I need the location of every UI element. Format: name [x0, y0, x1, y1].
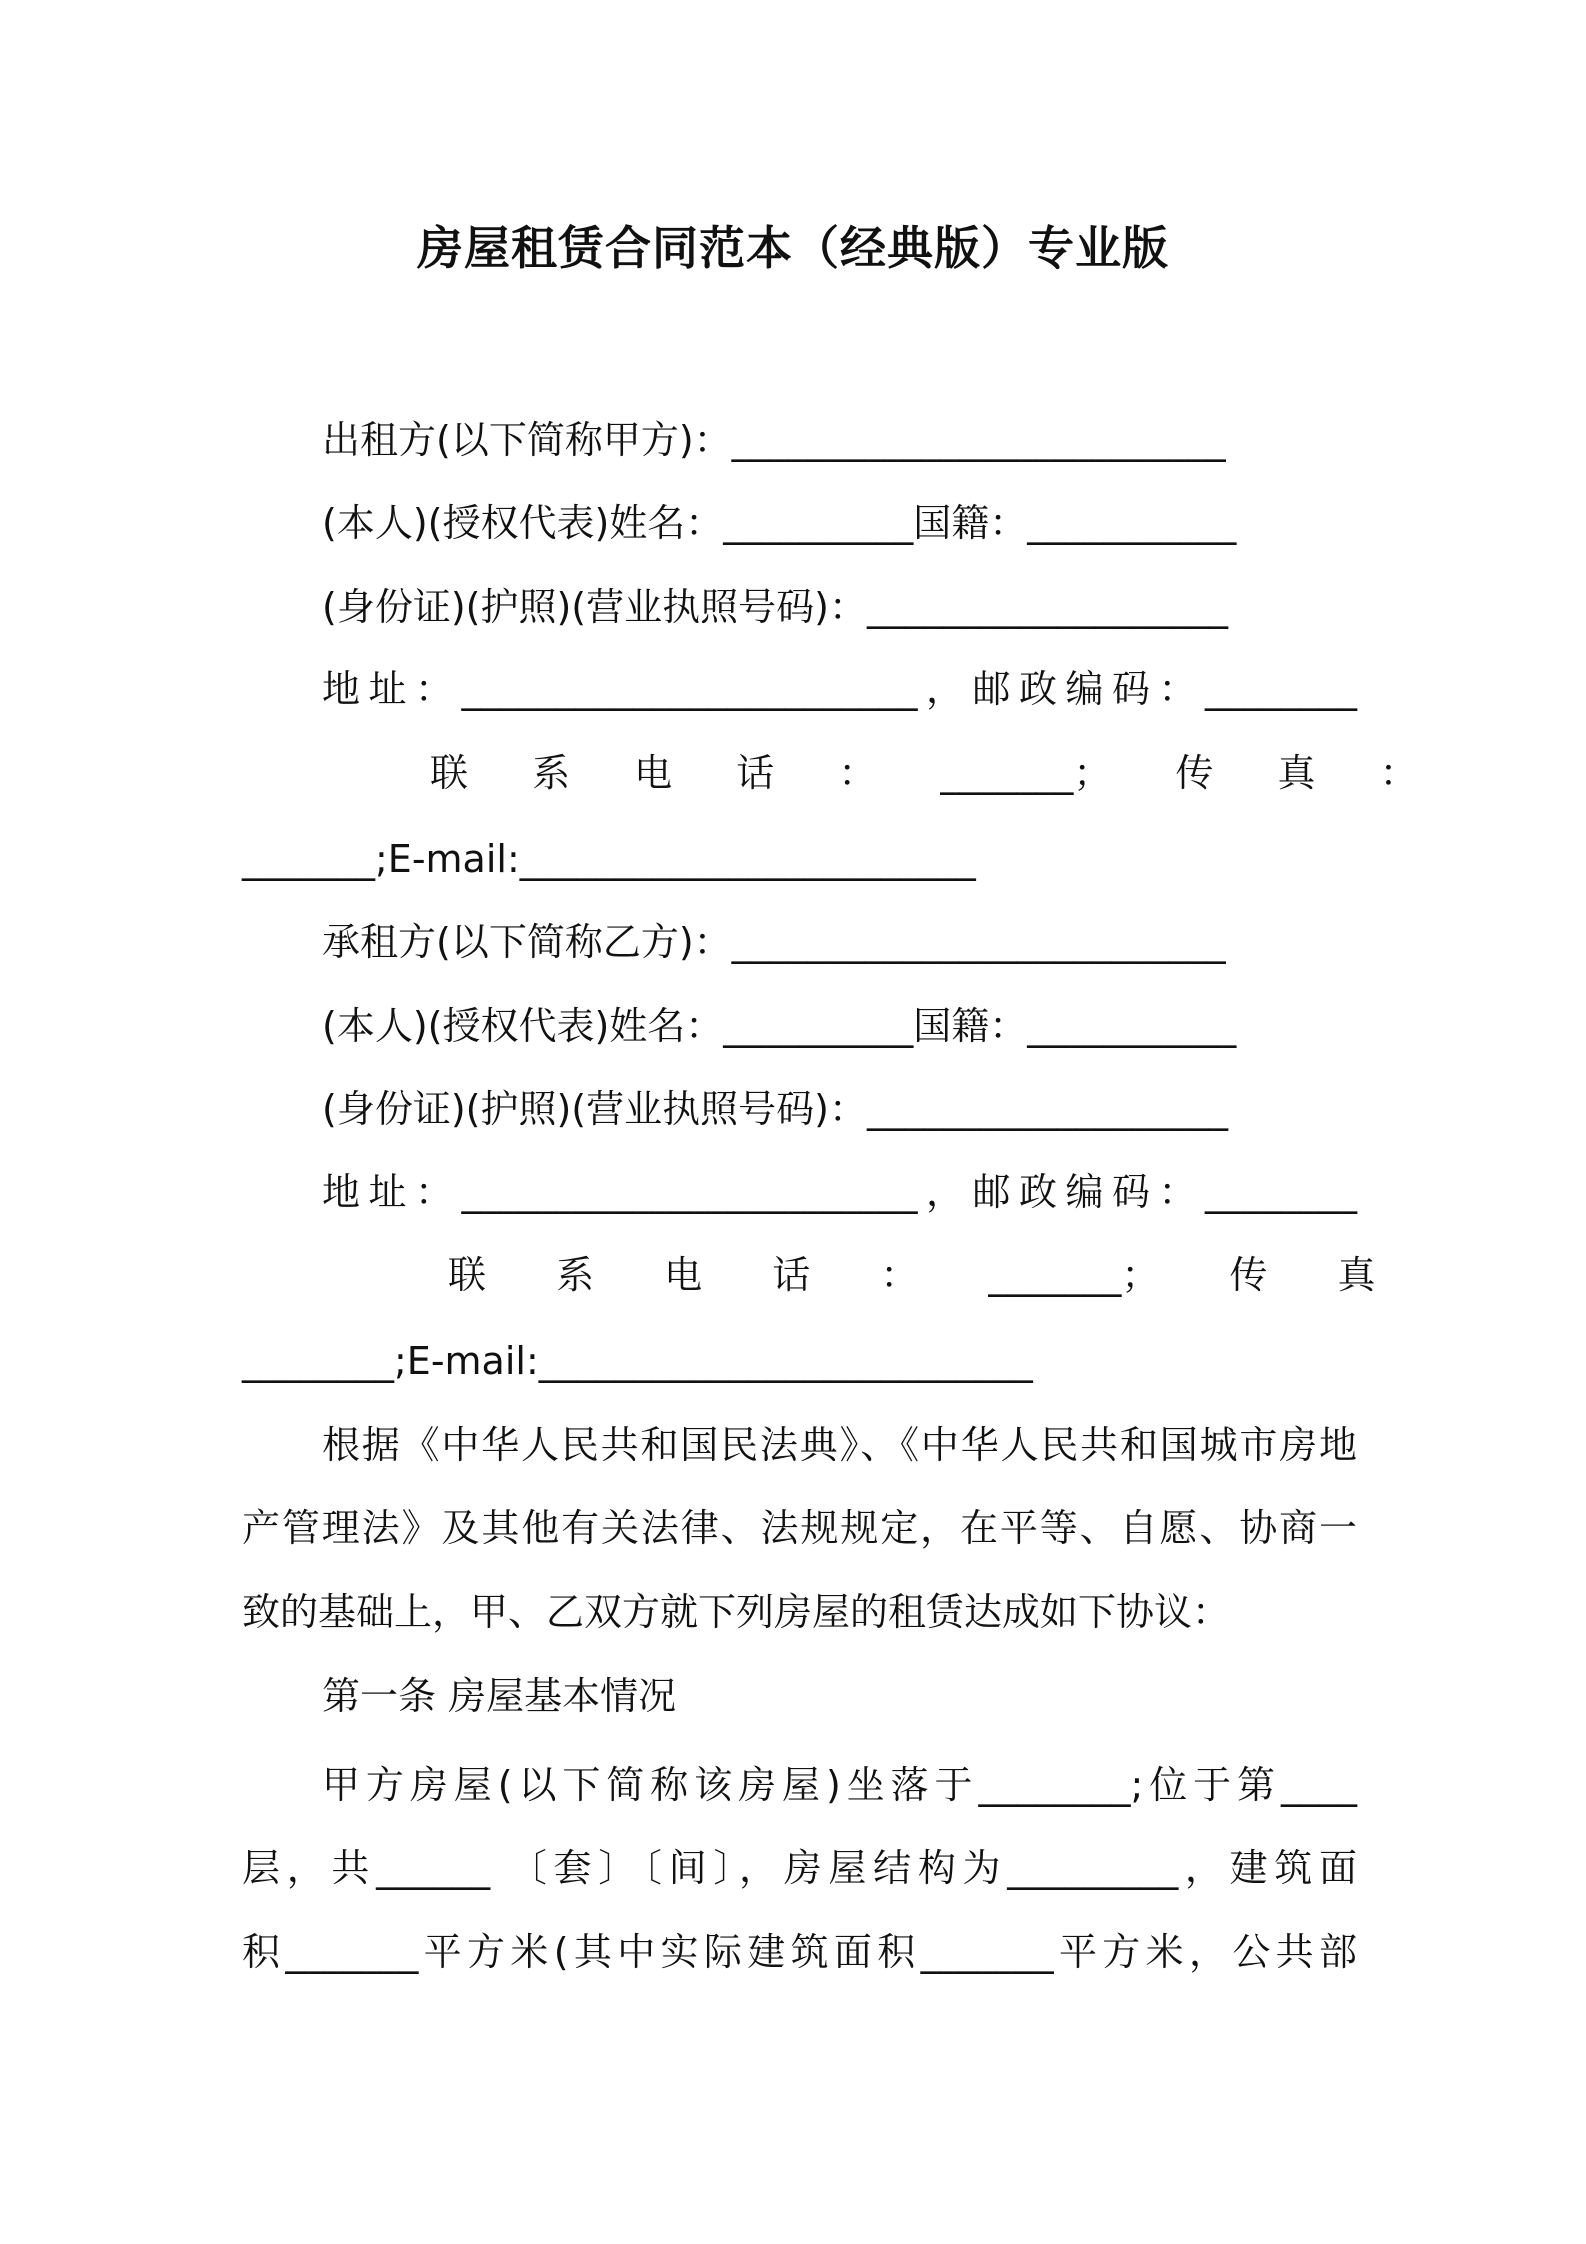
lessee-email-line: ________;E-mail:__________________________	[242, 1339, 1033, 1383]
lessee-address-line: 地址：________________________，邮政编码：________	[322, 1170, 1357, 1214]
preamble-line-2: 产管理法》及其他有关法律、法规规定，在平等、自愿、协商一	[242, 1506, 1357, 1550]
preamble-line-3: 致的基础上，甲、乙双方就下列房屋的租赁达成如下协议：	[242, 1590, 1231, 1634]
lessor-email-line: _______;E-mail:________________________	[242, 837, 976, 881]
article-1-line-1: 甲方房屋(以下简称该房屋)坐落于________;位于第____	[322, 1763, 1357, 1807]
lessee-line: 承租方(以下简称乙方)：__________________________	[322, 920, 1226, 964]
article-1-line-2: 层，共______ 〔套〕〔间〕，房屋结构为_________，建筑面	[242, 1846, 1357, 1890]
preamble-line-1: 根据《中华人民共和国民法典》、《中华人民共和国城市房地	[322, 1423, 1357, 1467]
lessor-line: 出租方(以下简称甲方)：__________________________	[322, 418, 1226, 462]
lessor-id-line: (身份证)(护照)(营业执照号码)：___________________	[322, 585, 1228, 629]
article-1-heading: 第一条 房屋基本情况	[322, 1674, 677, 1718]
article-1-line-3: 积_______平方米(其中实际建筑面积_______平方米，公共部	[242, 1930, 1357, 1974]
lessor-name-nationality-line: (本人)(授权代表)姓名：__________国籍：___________	[322, 501, 1237, 545]
lessor-phone-fax-line: 联 系 电 话 ： _______； 传 真 ：	[430, 751, 1418, 795]
lessee-phone-fax-line: 联 系 电 话 ： _______； 传 真	[448, 1253, 1376, 1297]
lessee-name-nationality-line: (本人)(授权代表)姓名：__________国籍：___________	[322, 1004, 1237, 1048]
lessor-address-line: 地址：________________________，邮政编码：________	[322, 667, 1357, 711]
document-title: 房屋租赁合同范本（经典版）专业版	[417, 221, 1169, 275]
lessee-id-line: (身份证)(护照)(营业执照号码)：___________________	[322, 1087, 1228, 1131]
